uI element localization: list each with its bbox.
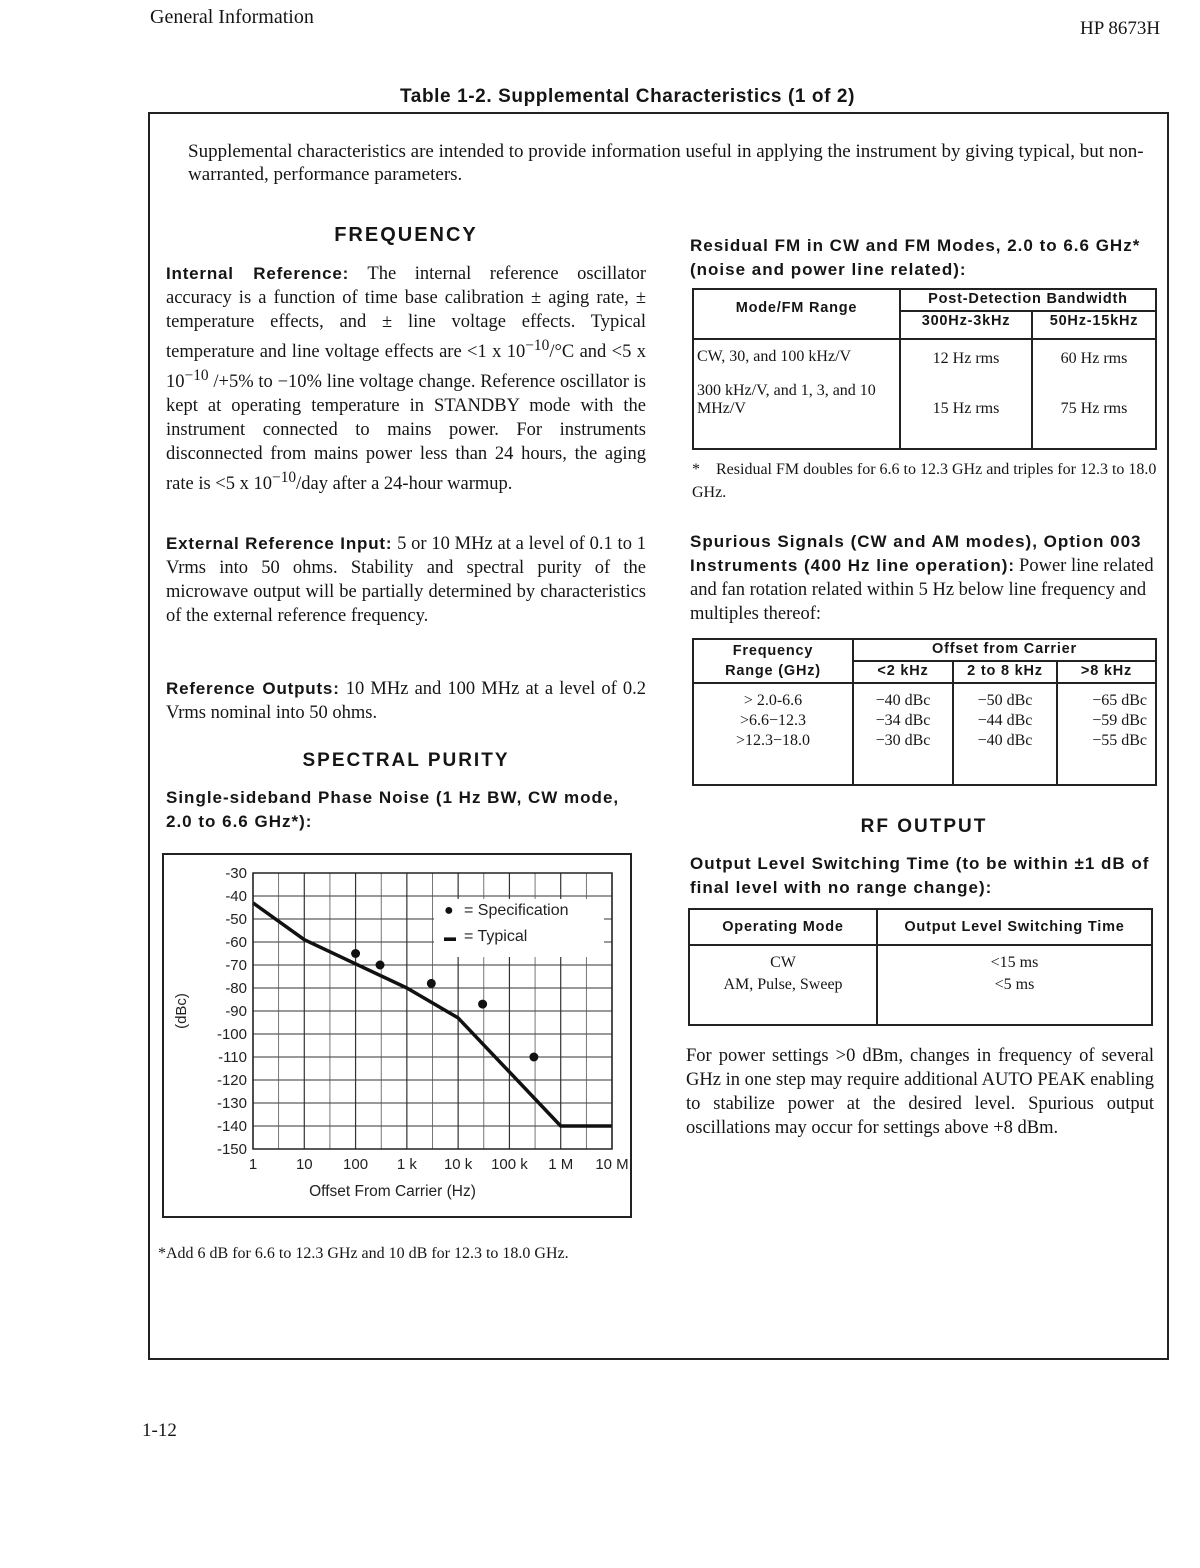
y-tick-label: -40: [225, 888, 247, 905]
section-header: General Information: [150, 6, 314, 28]
spurious-block: [690, 530, 1158, 626]
switching-time-heading: Output Level Switching Time (to be within ±1 dB of final level with no range change):: [690, 854, 1150, 897]
y-tick-label: -70: [225, 957, 247, 974]
residual-fm-col-b: 50Hz-15kHz: [1032, 311, 1156, 339]
spurious-col-group: Offset from Carrier: [853, 639, 1156, 661]
specification-point: [376, 961, 385, 970]
switching-col-time: Output Level Switching Time: [877, 909, 1152, 945]
residual-fm-col-mode: Mode/FM Range: [693, 289, 900, 339]
model-header: HP 8673H: [1080, 18, 1161, 39]
internal-exp-2: −10: [184, 367, 209, 385]
residual-fm-table: [692, 288, 1157, 450]
legend-typical-label: = Typical: [464, 928, 528, 945]
spurious-text: Power line related and fan rotation related within 5 Hz below line frequency and multiples thereof:: [690, 556, 1154, 624]
spurious-range-cell: > 2.0-6.6 >6.6−12.3 >12.3−18.0: [693, 683, 853, 785]
residual-fm-footnote: * Residual FM doubles for 6.6 to 12.3 GHz and triples for 12.3 to 18.0 GHz.: [692, 461, 1157, 501]
switching-time-table: [688, 908, 1153, 1026]
internal-reference-text-3: /+5% to −10% line voltage change. Reference oscillator is kept at operating temperature in STANDBY mode with the instrument connected to mains power. For instruments disconnected from mains power less than 24 hours, the aging rate is <5 x 10: [166, 372, 646, 495]
spectral-purity-heading: SPECTRAL PURITY: [302, 750, 510, 771]
x-tick-label: 1 M: [548, 1156, 574, 1173]
y-tick-label: -60: [225, 934, 247, 951]
x-tick-label: 1 k: [396, 1156, 417, 1173]
rf-output-heading: RF OUTPUT: [860, 816, 988, 837]
internal-reference-text-4: /day after a 24-hour warmup.: [296, 474, 513, 495]
spurious-col-b: 2 to 8 kHz: [953, 661, 1057, 683]
external-reference-label: External Reference Input:: [166, 534, 393, 553]
intro-text: Supplemental characteristics are intended to provide information useful in applying the instrument by giving typical, but non-warranted, performance parameters.: [188, 141, 1144, 185]
y-tick-label: -140: [216, 1118, 247, 1135]
phase-noise-chart-frame: [162, 853, 632, 1218]
reference-outputs-text: 10 MHz and 100 MHz at a level of 0.2 Vrms nominal into 50 ohms.: [166, 679, 647, 723]
spurious-table: [692, 638, 1157, 786]
residual-fm-heading: Residual FM in CW and FM Modes, 2.0 to 6.6 GHz* (noise and power line related):: [690, 236, 1141, 279]
spurious-c-cell: −65 dBc −59 dBc −55 dBc: [1057, 683, 1156, 785]
y-tick-label: -110: [218, 1049, 247, 1066]
x-tick-label: 10 M: [595, 1156, 629, 1173]
y-tick-label: -80: [225, 980, 247, 997]
reference-outputs-paragraph: [166, 677, 646, 725]
y-tick-label: -30: [225, 865, 247, 882]
internal-exp-1: −10: [525, 337, 550, 354]
y-tick-label: -90: [225, 1003, 247, 1020]
spurious-a-cell: −40 dBc −34 dBc −30 dBc: [853, 683, 953, 785]
external-reference-text: 5 or 10 MHz at a level of 0.1 to 1 Vrms into 50 ohms. Stability and spectral purity of the microwave output will be partially determined by characteristics of the external reference frequency.: [166, 534, 646, 626]
residual-fm-b-cell: 60 Hz rms 75 Hz rms: [1032, 339, 1156, 449]
frequency-heading: FREQUENCY: [334, 224, 478, 246]
x-tick-label: 1: [248, 1156, 258, 1173]
specification-point: [529, 1053, 538, 1062]
residual-fm-col-group: Post-Detection Bandwidth: [900, 289, 1156, 311]
spurious-heading: Spurious Signals (CW and AM modes), Option 003 Instruments (400 Hz line operation):: [690, 532, 1142, 575]
power-settings-note: For power settings >0 dBm, changes in frequency of several GHz in one step may require additional AUTO PEAK enabling to stabilize power at the desired level. Spurious output oscillations may occur for settings above +8 dBm.: [686, 1046, 1154, 1138]
specification-point: [351, 949, 360, 958]
internal-reference-label: Internal Reference:: [166, 264, 350, 283]
legend-typical-symbol: ▬: [444, 930, 456, 944]
x-tick-label: 100: [343, 1156, 369, 1173]
residual-fm-col-a: 300Hz-3kHz: [900, 311, 1032, 339]
spurious-b-cell: −50 dBc −44 dBc −40 dBc: [953, 683, 1057, 785]
x-tick-label: 10: [295, 1156, 313, 1173]
x-tick-label: 100 k: [491, 1156, 528, 1173]
switching-col-mode: Operating Mode: [689, 909, 877, 945]
residual-fm-mode-cell: CW, 30, and 100 kHz/V 300 kHz/V, and 1, 3, and 10 MHz/V: [693, 339, 900, 449]
y-tick-label: -150: [216, 1141, 247, 1158]
phase-noise-chart: [164, 855, 630, 1216]
reference-outputs-label: Reference Outputs:: [166, 679, 340, 698]
ssb-phase-noise-heading: Single-sideband Phase Noise (1 Hz BW, CW mode, 2.0 to 6.6 GHz*):: [166, 788, 620, 831]
specification-point: [478, 1000, 487, 1009]
switching-mode-cell: CW AM, Pulse, Sweep: [689, 945, 877, 1025]
spurious-col-a: <2 kHz: [853, 661, 953, 683]
internal-reference-text-2: /°C and <5 x 10: [166, 342, 646, 393]
y-axis-label: (dBc): [173, 993, 190, 1029]
y-tick-label: -130: [216, 1095, 247, 1112]
specification-point: [427, 979, 436, 988]
x-tick-label: 10 k: [443, 1156, 473, 1173]
x-axis-label: Offset From Carrier (Hz): [309, 1183, 476, 1200]
table-title: Table 1-2. Supplemental Characteristics (1 of 2): [400, 86, 856, 107]
spurious-col-range: Frequency Range (GHz): [693, 639, 853, 683]
legend-spec-label: = Specification: [464, 902, 569, 919]
internal-exp-3: −10: [272, 469, 297, 487]
internal-reference-paragraph: [166, 262, 646, 496]
y-tick-label: -120: [216, 1072, 247, 1089]
phase-noise-footnote: *Add 6 dB for 6.6 to 12.3 GHz and 10 dB for 12.3 to 18.0 GHz.: [158, 1245, 569, 1262]
switching-time-cell: <15 ms <5 ms: [877, 945, 1152, 1025]
y-tick-label: -100: [216, 1026, 247, 1043]
page-number: 1-12: [142, 1420, 177, 1441]
internal-reference-text: The internal reference oscillator accuracy is a function of time base calibration ± aging rate, ± temperature effects, and ± line voltage effects. Typical temperature and line voltage effects are <1 x 10: [166, 264, 646, 363]
external-reference-paragraph: [166, 532, 646, 628]
residual-fm-a-cell: 12 Hz rms 15 Hz rms: [900, 339, 1032, 449]
spurious-col-c: >8 kHz: [1057, 661, 1156, 683]
legend-spec-symbol: ●: [444, 902, 454, 919]
y-tick-label: -50: [225, 911, 247, 928]
